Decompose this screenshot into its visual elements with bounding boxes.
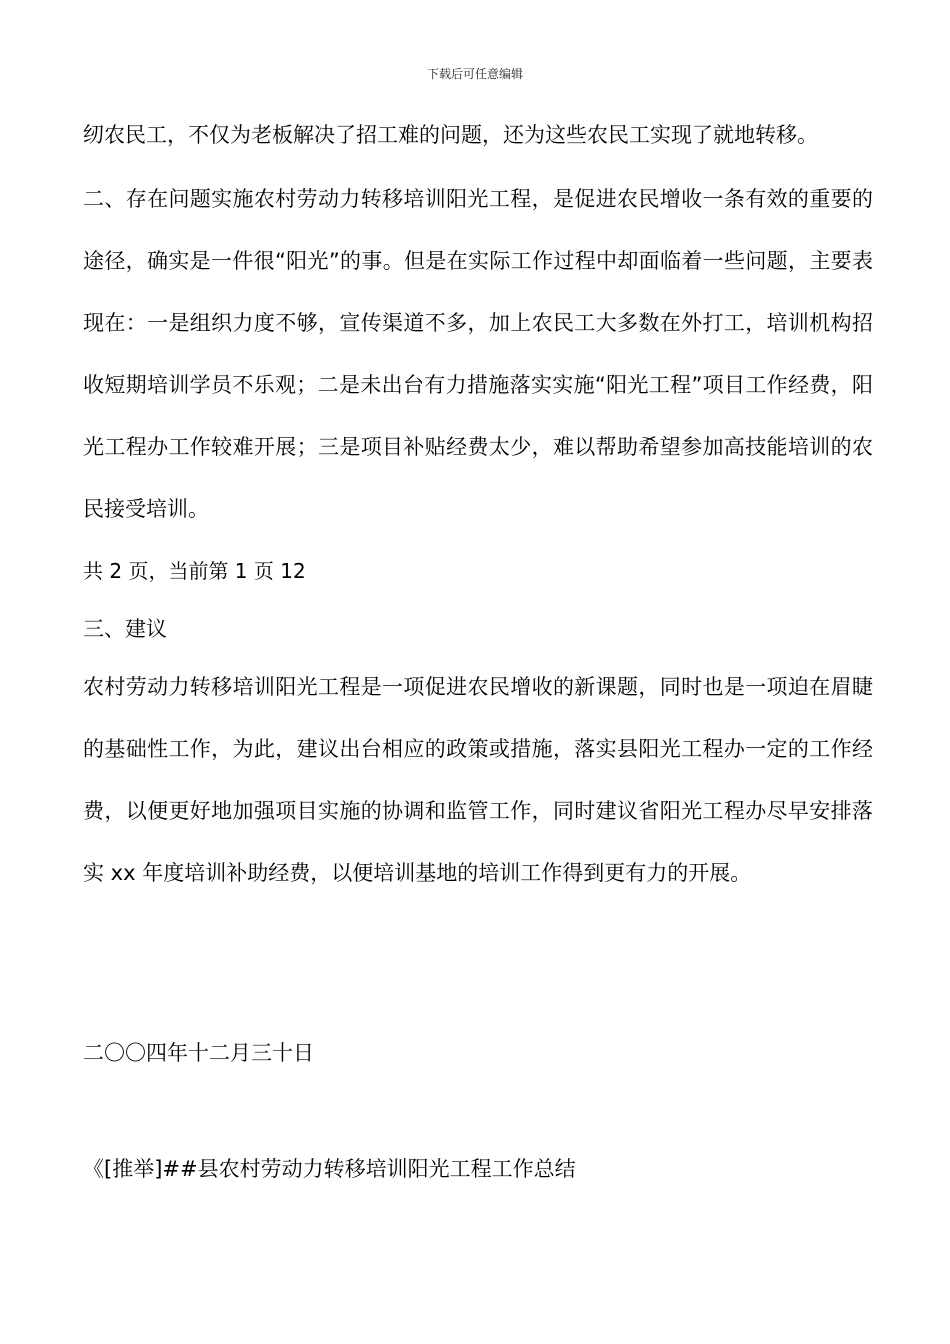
paragraph-section-2: 二、存在问题实施农村劳动力转移培训阳光工程，是促进农民增收一条有效的重要的途径，确实是一件很“阳光”的事。但是在实际工作过程中却面临着一些问题，主要表现在：一是组织力度不够，宣传渠道不多，加上农民工大多数在外打工，培训机构招收短期培训学员不乐观；二是未出台有力措施落实实施“阳光工程”项目工作经费，阳光工程办工作较难开展；三是项目补贴经费太少，难以帮助希望参加高技能培训的农民接受培训。	[83, 187, 873, 521]
document-date: 二〇〇四年十二月三十日	[83, 1041, 314, 1065]
paragraph-section-3: 农村劳动力转移培训阳光工程是一项促进农民增收的新课题，同时也是一项迫在眉睫的基础性工作，为此，建议出台相应的政策或措施，落实县阳光工程办一定的工作经费，以便更好地加强项目实施的协调和监管工作，同时建议省阳光工程办尽早安排落实 xx 年度培训补助经费，以便培训基地的培训工作得到更有力的开展。	[83, 675, 873, 885]
page-header-note: 下载后可任意编辑	[426, 67, 523, 81]
section-3-heading: 三、建议	[83, 617, 167, 641]
document-footer-title: 《[推举]##县农村劳动力转移培训阳光工程工作总结	[83, 1157, 576, 1181]
paragraph-continuation: 纫农民工，不仅为老板解决了招工难的问题，还为这些农民工实现了就地转移。	[83, 123, 818, 147]
page-info: 共 2 页，当前第 1 页 12	[83, 559, 306, 583]
